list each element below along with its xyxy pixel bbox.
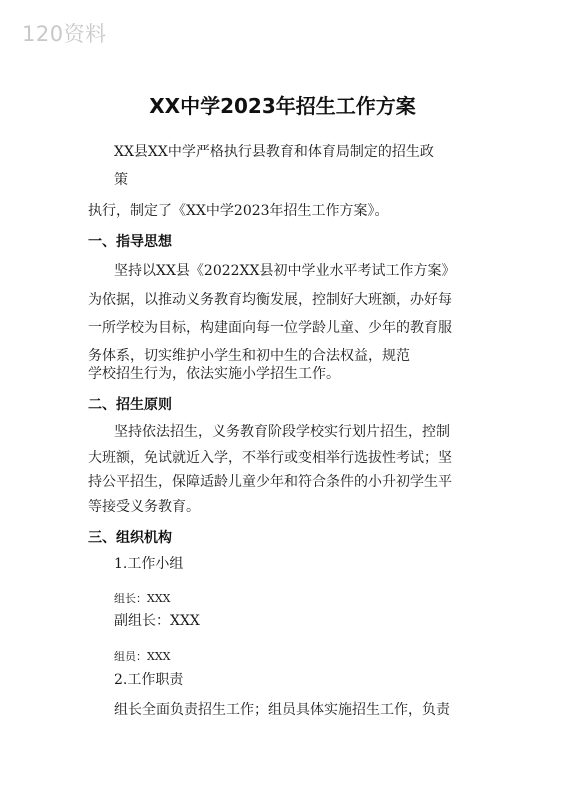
subsection-work-group: 1.工作小组	[114, 556, 184, 572]
intro-line-3: 执行，制定了《XX中学2023年招生工作方案》。	[88, 203, 389, 219]
section-1-line: 为依据，以推动义务教育均衡发展，控制好大班额，办好每	[88, 292, 452, 308]
section-2-heading: 二、招生原则	[88, 397, 172, 413]
watermark: 120资料	[22, 22, 107, 46]
intro-line-2: 策	[114, 172, 128, 188]
section-1-heading: 一、指导思想	[88, 234, 172, 250]
intro-line-1: XX县XX中学严格执行县教育和体育局制定的招生政	[114, 144, 434, 160]
section-1-line: 坚持以XX县《2022XX县初中学业水平考试工作方案》	[114, 263, 456, 279]
section-1-line: 务体系，切实维护小学生和初中生的合法权益，规范	[88, 348, 410, 364]
section-2-line: 等接受义务教育。	[88, 499, 200, 515]
section-2-line: 坚持依法招生，义务教育阶段学校实行划片招生，控制	[114, 424, 450, 440]
duty-line: 组长全面负责招生工作；组员具体实施招生工作，负责	[114, 702, 450, 718]
deputy-leader: 副组长：XXX	[114, 613, 200, 629]
section-1-line: 学校招生行为，依法实施小学招生工作。	[88, 366, 340, 382]
subsection-duties: 2.工作职责	[114, 672, 184, 688]
section-2-line: 持公平招生，保障适龄儿童少年和符合条件的小升初学生平	[88, 474, 452, 490]
page-title: XX中学2023年招生工作方案	[149, 94, 416, 118]
section-3-heading: 三、组织机构	[88, 530, 172, 546]
group-members: 组员：XXX	[114, 650, 171, 663]
section-2-line: 大班额，免试就近入学，不举行或变相举行选拔性考试；坚	[88, 450, 452, 466]
group-leader: 组长：XXX	[114, 592, 171, 605]
section-1-line: 一所学校为目标，构建面向每一位学龄儿童、少年的教育服	[88, 320, 452, 336]
